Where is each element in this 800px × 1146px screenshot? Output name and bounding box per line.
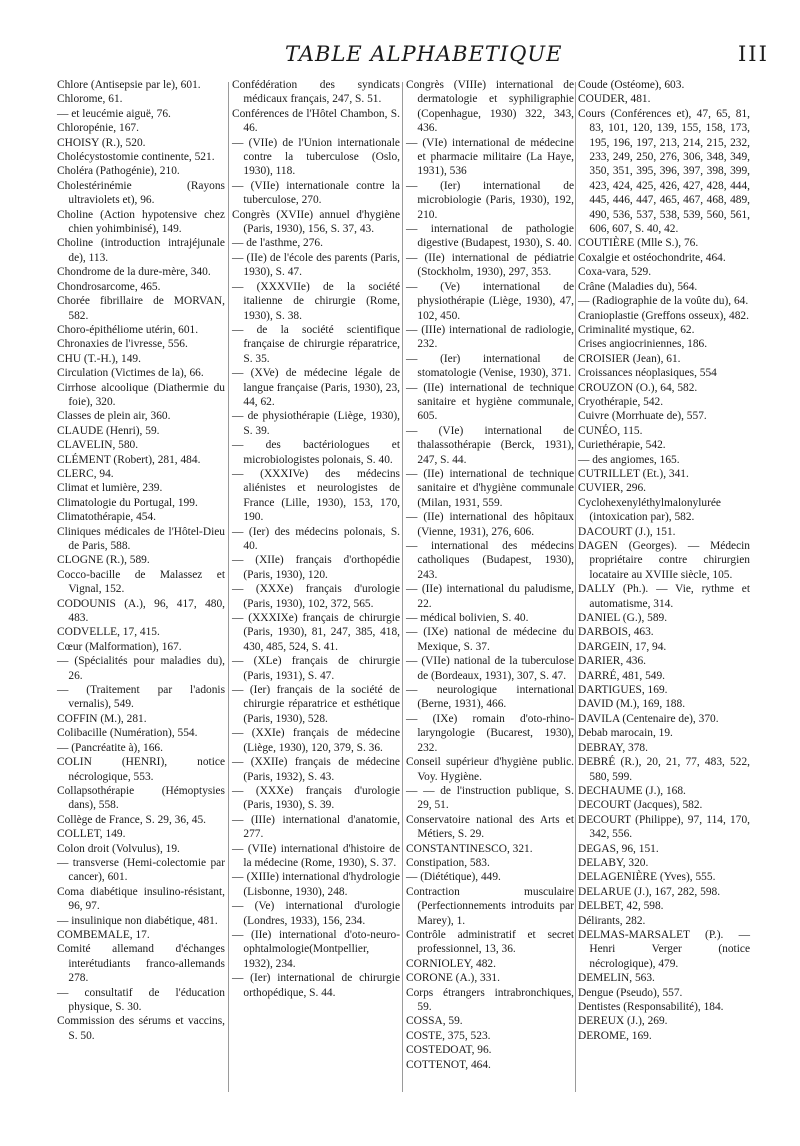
index-entry: CLAVELIN, 580.	[57, 439, 139, 452]
index-entry: DEROME, 169.	[578, 1029, 652, 1042]
index-entry: Choline (Action hypotensive chez chien yohimbinisé), 149.	[57, 208, 225, 236]
index-entry: Cryothérapie, 542.	[578, 395, 664, 408]
running-title: TABLE ALPHABETIQUE	[285, 42, 563, 66]
index-entry: — (XXXe) français d'urologie (Paris, 1930), S. 39.	[232, 784, 400, 812]
index-entry: Conservatoire national des Arts et Métiers, S. 29.	[406, 813, 574, 841]
index-entry: CROUZON (O.), 64, 582.	[578, 381, 698, 394]
index-entry: — transverse (Hemi-colectomie par cancer), 601.	[57, 856, 225, 884]
index-entry: Conférences de l'Hôtel Chambon, S. 46.	[232, 107, 400, 135]
index-entry: — et leucémie aiguë, 76.	[57, 107, 171, 120]
index-entry: — (VIIe) national de la tuberculose de (Bordeaux, 1931), 307, S. 47.	[406, 655, 574, 682]
index-entry: CLERC, 94.	[57, 467, 114, 480]
index-entry: Croissances néoplasiques, 554	[578, 367, 717, 380]
index-entry: Cœur (Malformation), 167.	[57, 640, 182, 653]
index-entry: Collapsothérapie (Hémoptysies dans), 558.	[57, 784, 225, 812]
index-entry: DEREUX (J.), 269.	[578, 1015, 668, 1028]
index-entry: Commission des sérums et vaccins, S. 50.	[57, 1015, 225, 1042]
index-entry: DARGEIN, 17, 94.	[578, 640, 667, 653]
index-entry: COLIN (HENRI), notice nécrologique, 553.	[57, 756, 225, 783]
index-entry: — (VIIe) international d'histoire de la médecine (Rome, 1930), S. 37.	[232, 842, 400, 869]
index-entry: COLLET, 149.	[57, 828, 126, 841]
index-entry: Chronaxies de l'ivresse, 556.	[57, 338, 188, 351]
index-entry: Coxalgie et ostéochondrite, 464.	[578, 251, 726, 264]
index-entry: — (IIe) international des hôpitaux (Vienne, 1931), 276, 606.	[406, 511, 574, 538]
index-entry: Cholécystostomie continente, 521.	[57, 151, 215, 164]
index-column-2	[232, 78, 400, 1000]
index-entry: Choline (introduction intrajéjunale de), 113.	[57, 237, 225, 264]
index-entry: Coxa-vara, 529.	[578, 266, 652, 279]
index-entry: — (VIe) international de médecine et pharmacie militaire (La Haye, 1931), 536	[406, 136, 574, 178]
index-entry: Congrès (XVIIe) annuel d'hygiène (Paris, 1930), 156, S. 37, 43.	[232, 208, 400, 236]
index-entry: DELMAS-MARSALET (P.). — Henri Verger (notice nécrologique), 479.	[578, 928, 750, 970]
index-entry: Cocco-bacille de Malassez et Vignal, 152.	[57, 568, 225, 596]
index-entry: Corps étrangers intrabronchiques, 59.	[406, 986, 574, 1013]
index-entry: CLÉMENT (Robert), 281, 484.	[57, 453, 201, 466]
index-entry: Crises angiocriniennes, 186.	[578, 338, 708, 351]
index-entry: CODOUNIS (A.), 96, 417, 480, 483.	[57, 597, 225, 625]
index-entry: — médical bolivien, S. 40.	[406, 612, 529, 625]
index-entry: — (XXXVIIe) de la société italienne de chirurgie (Rome, 1930), S. 38.	[232, 280, 400, 322]
index-entry: Criminalité mystique, 62.	[578, 323, 695, 336]
index-entry: CUTRILLET (Et.), 341.	[578, 467, 689, 480]
index-entry: — (IIe) international de pédiatrie (Stockholm, 1930), 297, 353.	[406, 251, 574, 279]
index-entry: Cholestérinémie (Rayons ultraviolets et), 96.	[57, 179, 225, 207]
index-entry: COFFIN (M.), 281.	[57, 712, 147, 725]
index-entry: — (Ier) des médecins polonais, S. 40.	[232, 525, 400, 552]
index-entry: Colon droit (Volvulus), 19.	[57, 842, 180, 855]
index-entry: Cranioplastie (Greffons osseux), 482.	[578, 309, 749, 322]
index-entry: Coude (Ostéome), 603.	[578, 79, 685, 91]
index-entry: DACOURT (J.), 151.	[578, 525, 676, 538]
index-entry: — (IIe) international de technique sanitaire et d'hygiène communale (Milan, 1931, 559.	[406, 467, 574, 509]
index-entry: Chondrome de la dure-mère, 340.	[57, 266, 211, 279]
index-entry: CUVIER, 296.	[578, 482, 647, 495]
index-entry: DELARUE (J.), 167, 282, 598.	[578, 885, 721, 898]
index-entry: — (Pancréatite à), 166.	[57, 741, 163, 754]
index-entry: CONSTANTINESCO, 321.	[406, 842, 533, 855]
index-entry: COMBEMALE, 17.	[57, 928, 150, 941]
index-entry: — (IIe) international de technique sanitaire et hygiène communale, 605.	[406, 381, 574, 423]
index-entry: — (XXIe) français de médecine (Liège, 1930), 120, 379, S. 36.	[232, 727, 400, 754]
index-entry: DELAGENIÈRE (Yves), 555.	[578, 871, 716, 884]
index-entry: — (XXIIe) français de médecine (Paris, 1932), S. 43.	[232, 756, 400, 783]
index-entry: Dentistes (Responsabilité), 184.	[578, 1001, 724, 1013]
index-entry: COUDER, 481.	[578, 93, 651, 106]
index-entry: CUNÉO, 115.	[578, 424, 643, 437]
index-entry: Debab marocain, 19.	[578, 727, 673, 740]
index-entry: Cyclohexenyléthylmalonylurée (intoxication par), 582.	[578, 496, 721, 524]
index-entry: DEGAS, 96, 151.	[578, 842, 659, 855]
index-entry: DAGEN (Georges). — Médecin propriétaire contre chirurgien locataire au XVIIIe siècle, 105.	[578, 540, 750, 581]
index-entry: — (XXXIVe) des médecins aliénistes et neurologistes de France (Lille, 1930), 153, 170, 190.	[232, 467, 400, 524]
index-entry: DARRÉ, 481, 549.	[578, 669, 666, 682]
index-entry: — insulinique non diabétique, 481.	[57, 914, 218, 927]
index-entry: CHU (T.-H.), 149.	[57, 352, 141, 365]
index-entry: — — de l'instruction publique, S. 29, 51.	[406, 784, 574, 812]
index-entry: — international de pathologie digestive (Budapest, 1930), S. 40.	[406, 223, 574, 250]
index-entry: DELABY, 320.	[578, 856, 649, 869]
index-entry: — (XLe) français de chirurgie (Paris, 1931), S. 47.	[232, 655, 400, 682]
index-entry: Congrès (VIIIe) international de dermatologie et syphiligraphie (Copenhague, 1930) 322, 343, 436.	[406, 79, 574, 135]
index-entry: DARBOIS, 463.	[578, 626, 654, 639]
index-entry: Crâne (Maladies du), 564.	[578, 280, 698, 293]
index-entry: Classes de plein air, 360.	[57, 410, 171, 423]
index-entry: — (IIe) de l'école des parents (Paris, 1930), S. 47.	[232, 251, 400, 279]
index-entry: — (Diététique), 449.	[406, 871, 501, 884]
index-entry: Cirrhose alcoolique (Diathermie du foie), 320.	[57, 381, 225, 408]
index-entry: Cliniques médicales de l'Hôtel-Dieu de Paris, 588.	[57, 525, 225, 552]
index-entry: CORNIOLEY, 482.	[406, 957, 496, 970]
index-entry: DECOURT (Philippe), 97, 114, 170, 342, 556.	[578, 813, 750, 841]
index-entry: Chloropénie, 167.	[57, 122, 139, 135]
index-entry: Chlorome, 61.	[57, 93, 123, 106]
index-entry: DAVID (M.), 169, 188.	[578, 698, 686, 711]
index-entry: DEBRAY, 378.	[578, 741, 648, 754]
index-entry: Circulation (Victimes de la), 66.	[57, 367, 204, 380]
index-entry: Comité allemand d'échanges interétudiants franco-allemands 278.	[57, 943, 225, 985]
index-entry: DECOURT (Jacques), 582.	[578, 799, 703, 812]
index-column-1	[57, 78, 225, 1043]
index-entry: Coma diabétique insulino-résistant, 96, 97.	[57, 885, 225, 913]
index-entry: — (Ier) international de stomatologie (Venise, 1930), 371.	[406, 352, 574, 380]
index-entry: CLOGNE (R.), 589.	[57, 554, 150, 567]
index-entry: — de l'asthme, 276.	[232, 237, 323, 250]
index-entry: Cuivre (Morrhuate de), 557.	[578, 410, 707, 423]
index-entry: — (Ier) international de microbiologie (Paris, 1930), 192, 210.	[406, 179, 574, 221]
index-entry: — (Ve) international de physiothérapie (Liège, 1930), 47, 102, 450.	[406, 280, 574, 322]
index-entry: — (XXXIXe) français de chirurgie (Paris, 1930), 81, 247, 385, 418, 430, 485, 524, S. 41.	[232, 612, 400, 653]
index-entry: — de physiothérapie (Liège, 1930), S. 39.	[232, 410, 400, 437]
index-entry: DECHAUME (J.), 168.	[578, 784, 686, 797]
index-entry: Choro-épithéliome utérin, 601.	[57, 323, 199, 336]
index-entry: — consultatif de l'éducation physique, S. 30.	[57, 986, 225, 1013]
index-entry: Contrôle administratif et secret professionnel, 13, 36.	[406, 928, 574, 956]
index-entry: Colibacille (Numération), 554.	[57, 727, 198, 740]
index-entry: — (XIIIe) international d'hydrologie (Lisbonne, 1930), 248.	[232, 871, 400, 898]
index-entry: — (Spécialités pour maladies du), 26.	[57, 655, 225, 682]
index-entry: — des angiomes, 165.	[578, 453, 680, 466]
index-entry: — (IIIe) international d'anatomie, 277.	[232, 813, 400, 841]
index-entry: — (IIe) international d'oto-neuro-ophtalmologie(Montpellier, 1932), 234.	[232, 928, 400, 970]
index-entry: Chondrosarcome, 465.	[57, 280, 161, 293]
index-entry: Constipation, 583.	[406, 856, 490, 869]
index-entry: Climatothérapie, 454.	[57, 511, 157, 524]
index-entry: COTTENOT, 464.	[406, 1058, 491, 1071]
index-entry: CODVELLE, 17, 415.	[57, 626, 160, 639]
index-entry: Chorée fibrillaire de MORVAN, 582.	[57, 295, 225, 322]
index-entry: Dengue (Pseudo), 557.	[578, 986, 683, 999]
column-divider	[575, 82, 576, 1092]
index-entry: DELBET, 42, 598.	[578, 900, 664, 913]
index-entry: — (VIIe) internationale contre la tuberculose, 270.	[232, 179, 400, 207]
index-entry: Curiethérapie, 542.	[578, 439, 666, 452]
index-entry: CHOISY (R.), 520.	[57, 136, 146, 149]
index-entry: COSSA, 59.	[406, 1015, 463, 1028]
index-entry: COSTE, 375, 523.	[406, 1029, 491, 1042]
index-entry: — (XVe) de médecine légale de langue française (Paris, 1930), 23, 44, 62.	[232, 367, 400, 408]
index-entry: — neurologique international (Berne, 1931), 466.	[406, 684, 574, 711]
index-entry: DARIER, 436.	[578, 655, 647, 668]
index-entry: Chlore (Antisepsie par le), 601.	[57, 79, 201, 91]
index-entry: Conseil supérieur d'hygiène public. Voy. Hygiène.	[406, 756, 574, 783]
index-entry: Confédération des syndicats médicaux français, 247, S. 51.	[232, 79, 400, 106]
index-column-3	[406, 78, 574, 1072]
index-column-4	[578, 78, 750, 1043]
index-entry: COSTEDOAT, 96.	[406, 1044, 492, 1057]
index-entry: CORONE (A.), 331.	[406, 972, 500, 985]
index-entry: — (Ier) français de la société de chirurgie réparatrice et esthétique (Paris, 1930), 528.	[232, 684, 400, 725]
index-entry: — (XIIe) français d'orthopédie (Paris, 1930), 120.	[232, 554, 400, 581]
index-entry: — (IIe) international du paludisme, 22.	[406, 583, 574, 610]
index-entry: — (VIIe) de l'Union internationale contre la tuberculose (Oslo, 1930), 118.	[232, 136, 400, 178]
index-entry: DANIEL (G.), 589.	[578, 612, 668, 625]
index-entry: CROISIER (Jean), 61.	[578, 352, 681, 365]
index-entry: Choléra (Pathogénie), 210.	[57, 165, 180, 178]
index-entry: DARTIGUES, 169.	[578, 684, 668, 697]
index-entry: — (Radiographie de la voûte du), 64.	[578, 295, 749, 308]
index-entry: DEMELIN, 563.	[578, 972, 655, 985]
index-entry: — de la société scientifique française de chirurgie réparatrice, S. 35.	[232, 323, 400, 365]
index-entry: Collège de France, S. 29, 36, 45.	[57, 813, 207, 826]
index-entry: — (XXXe) français d'urologie (Paris, 1930), 102, 372, 565.	[232, 583, 400, 610]
column-divider	[228, 82, 229, 1092]
index-entry: — (IXe) romain d'oto-rhino-laryngologie (Bucarest, 1930), 232.	[406, 712, 574, 754]
column-divider	[402, 82, 403, 1092]
index-entry: COUTIÈRE (Mlle S.), 76.	[578, 237, 699, 250]
page-number: III	[738, 42, 769, 66]
index-entry: — des bactériologues et microbiologistes polonais, S. 40.	[232, 439, 400, 466]
index-entry: Climat et lumière, 239.	[57, 482, 163, 495]
index-entry: — (IXe) national de médecine du Mexique, S. 37.	[406, 626, 574, 653]
index-entry: Contraction musculaire (Perfectionnements introduits par Marey), 1.	[406, 885, 574, 927]
index-entry: — (Ier) international de chirurgie orthopédique, S. 44.	[232, 972, 400, 999]
page-header	[0, 42, 800, 76]
index-entry: — (VIe) international de thalassothérapie (Berck, 1931), 247, S. 44.	[406, 424, 574, 466]
index-entry: — (Traitement par l'adonis vernalis), 549.	[57, 684, 225, 711]
index-entry: DEBRÉ (R.), 20, 21, 77, 483, 522, 580, 599.	[578, 756, 750, 783]
index-entry: DALLY (Ph.). — Vie, rythme et automatisme, 314.	[578, 583, 750, 610]
index-entry: — (IIIe) international de radiologie, 232.	[406, 323, 574, 351]
index-entry: Climatologie du Portugal, 199.	[57, 496, 198, 509]
index-entry: DAVILA (Centenaire de), 370.	[578, 712, 719, 725]
index-entry: CLAUDE (Henri), 59.	[57, 424, 160, 437]
index-entry: — (Ve) international d'urologie (Londres, 1933), 156, 234.	[232, 900, 400, 927]
index-entry: Délirants, 282.	[578, 914, 646, 927]
index-entry: — international des médecins catholiques (Budapest, 1930), 243.	[406, 540, 574, 581]
index-entry: Cours (Conférences et), 47, 65, 81, 83, 101, 120, 139, 155, 158, 173, 195, 196, 197, 213, 214, 215, 232, 233, 249, 250, 276, 306, 348, 349, 350, 351, 395, 396, 397, 398, 399, 423, 424, 425, 426, 427, 428, 444, 445, 446, 447, 465, 467, 468, 489, 490, 536, 537, 538, 539, 560, 561, 606, 607, S. 40, 42.	[578, 107, 750, 236]
